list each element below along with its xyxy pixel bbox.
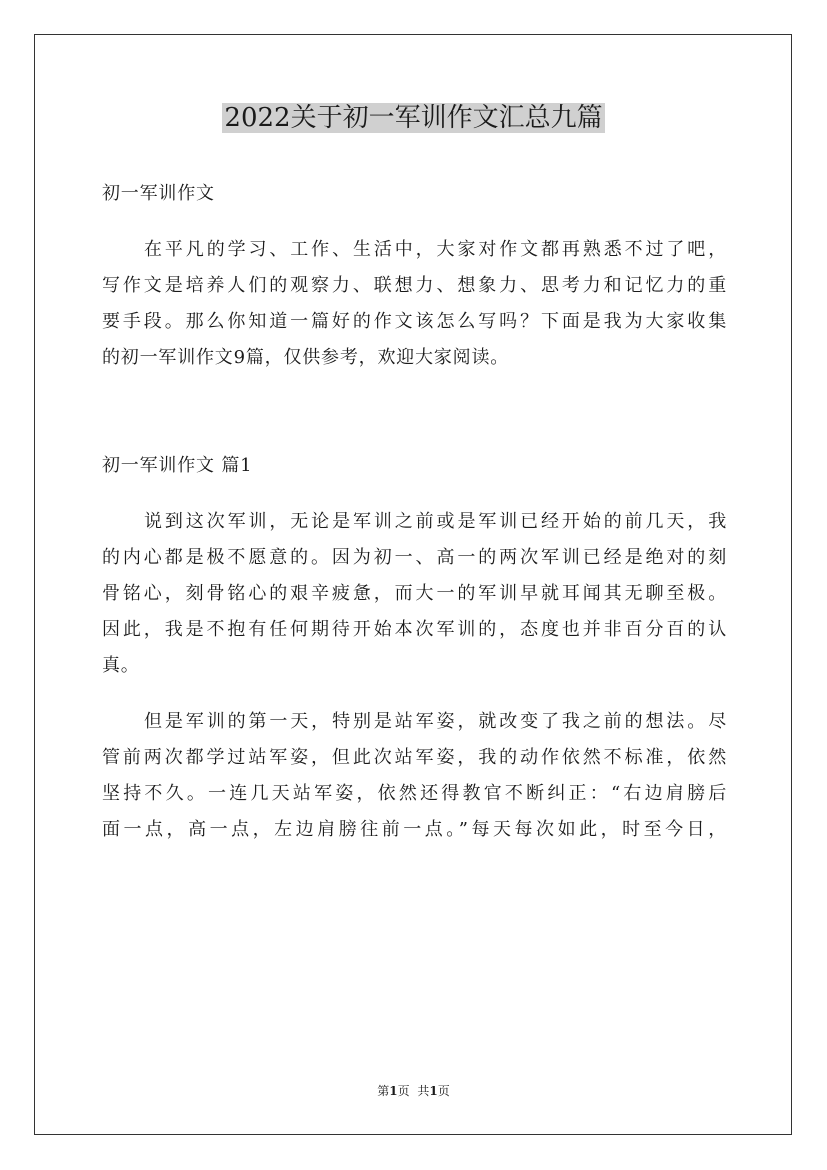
paragraph-line: 骨铭心，刻骨铭心的艰辛疲惫，而大一的军训早就耳闻其无聊至极。 [102,583,727,604]
footer-page-prefix: 第 [377,1084,390,1098]
paragraph-line: 的内心都是极不愿意的。因为初一、高一的两次军训已经是绝对的刻 [102,547,727,568]
footer-page-number: 1 [389,1084,398,1098]
paragraph-line: 的初一军训作文9篇，仅供参考，欢迎大家阅读。 [102,347,510,368]
article-heading: 初一军训作文 篇1 [102,455,253,476]
document-title [0,98,827,138]
paragraph-line: 管前两次都学过站军姿，但此次站军姿，我的动作依然不标准，依然 [102,747,727,768]
footer-total-number: 1 [429,1084,438,1098]
paragraph-line: 因此，我是不抱有任何期待开始本次军训的，态度也并非百分百的认 [102,619,727,640]
spacer [102,484,727,504]
footer-page-suffix: 页 [397,1084,410,1098]
paragraph-line: 但是军训的第一天，特别是站军姿，就改变了我之前的想法。尽 [144,711,727,732]
document-body [102,176,727,848]
section-heading: 初一军训作文 [102,183,215,204]
document-title-text: 2022关于初一军训作文汇总九篇 [224,103,603,133]
paragraph-line: 要手段。那么你知道一篇好的作文该怎么写吗？下面是我为大家收集 [102,311,727,332]
paragraph-line: 真。 [102,655,140,676]
spacer [102,212,727,232]
paragraph-line: 写作文是培养人们的观察力、联想力、想象力、思考力和记忆力的重 [102,275,727,296]
spacer [102,376,727,448]
footer-total-suffix: 页 [437,1084,450,1098]
paragraph-line: 说到这次军训，无论是军训之前或是军训已经开始的前几天，我 [144,511,727,532]
article-paragraph-1 [102,504,727,684]
paragraph-line: 坚持不久。一连几天站军姿，依然还得教官不断纠正：“右边肩膀后 [102,783,727,804]
footer-total-prefix: 共 [417,1084,430,1098]
intro-paragraph [102,232,727,376]
article-paragraph-2 [102,704,727,848]
page-footer [0,1083,827,1099]
paragraph-line: 面一点，高一点，左边肩膀往前一点。”每天每次如此，时至今日， [102,819,727,840]
spacer [102,684,727,704]
paragraph-line: 在平凡的学习、工作、生活中，大家对作文都再熟悉不过了吧， [144,239,727,260]
